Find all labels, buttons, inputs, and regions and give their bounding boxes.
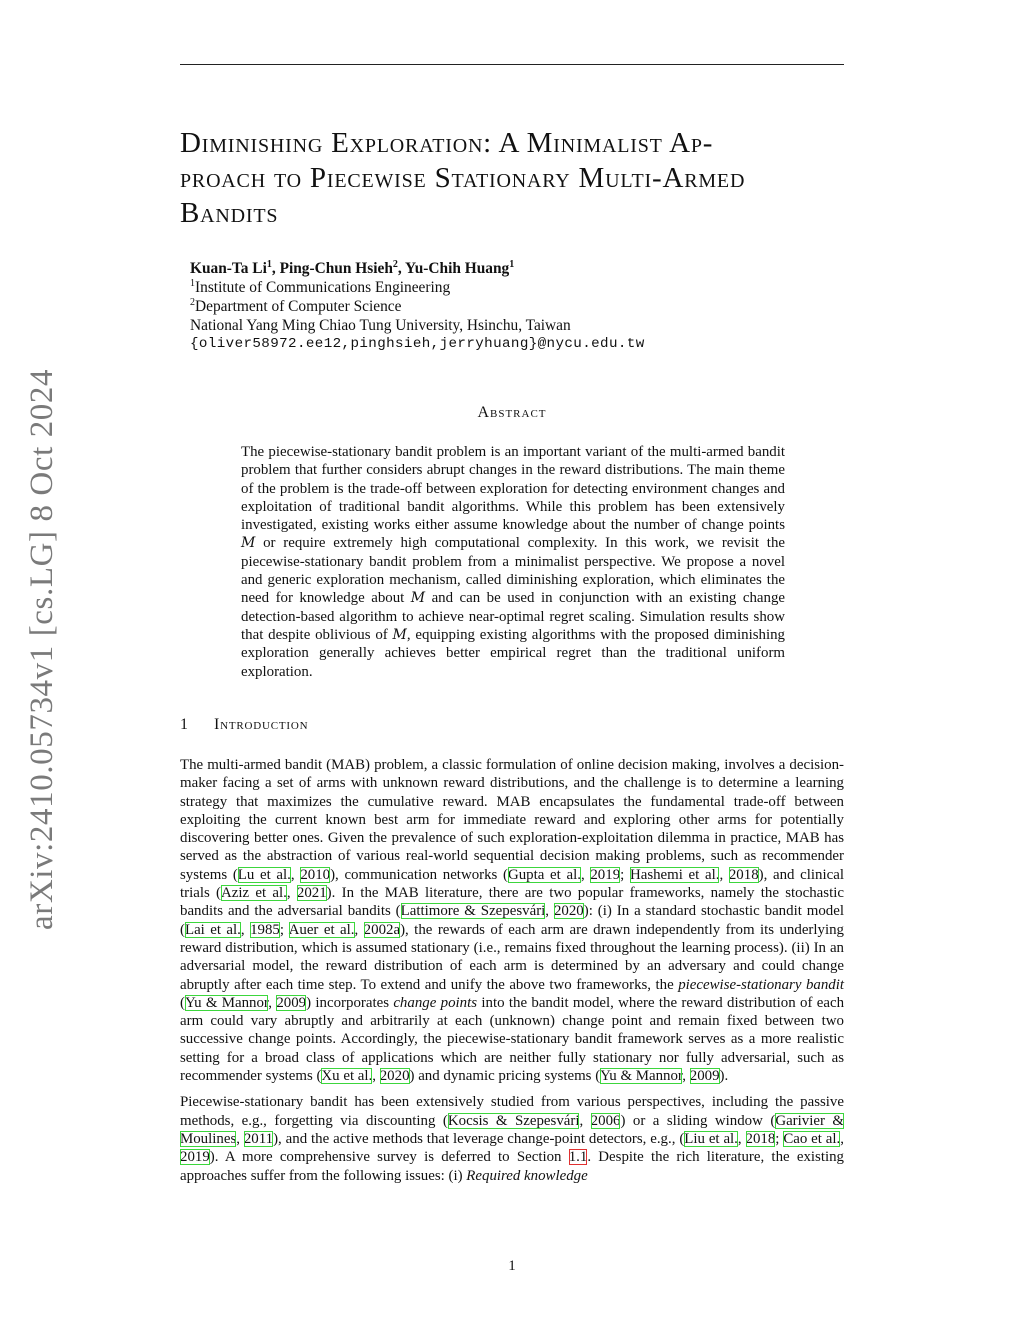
author-name: Ping-Chun Hsieh <box>279 260 393 277</box>
citation-link[interactable]: Yu & Mannor <box>184 994 269 1011</box>
body-text: , <box>290 866 301 883</box>
body-text: ), and clinical trials ( <box>180 866 844 902</box>
author-affil-mark: 1 <box>509 258 515 270</box>
math-variable: M <box>392 626 407 643</box>
affiliation-2 <box>190 297 830 316</box>
abstract-text-run: and can be used in conjunction with an existing change detection-based algorithm to achieve near-optimal regret scaling. Simulation results show that despite oblivious of <box>241 590 786 643</box>
body-text: The multi-armed bandit (MAB) problem, a classic formulation of online decision making, involves a decision-maker facing a set of arms with unknown reward distributions, and the challenge is to determine a learning strategy that maximizes the cumulative reward. MAB encapsulates the fundamental trade-off between exploiting the current known best arm for immediate reward and exploring other arms for potentially discovering better ones. Given the prevalence of such exploration-exploitation dilemma in practice, MAB has served as the abstraction of various real-world sequential decision making problems, such as recommender systems ( <box>180 757 844 883</box>
citation-link[interactable]: Hashemi et al. <box>629 866 720 883</box>
body-text: into the bandit model, where the reward distribution of each arm could vary abruptly and arbitrarily at each (unknown) change point and remain fixed between two successive change points. Accordingly, the piecewise-stationary bandit framework serves as a more realistic setting for a broad class of applications which are neither fully stationary nor fully adversarial, such as recommender systems ( <box>180 994 845 1085</box>
citation-link[interactable]: Garivier & Moulines <box>180 1112 844 1147</box>
body-text: ( <box>180 994 185 1011</box>
abstract-text <box>241 443 785 681</box>
body-text: ; <box>620 866 630 883</box>
citation-link[interactable]: Cao et al. <box>783 1130 841 1147</box>
body-text: . Despite the rich literature, the existing approaches suffer from the following issues: (i) <box>180 1149 844 1184</box>
section-title: Introduction <box>214 716 309 733</box>
section-heading-introduction <box>180 716 308 734</box>
citation-link[interactable]: Aziz et al. <box>221 885 287 902</box>
body-text: ), communication networks ( <box>330 866 508 883</box>
body-text: ). In the MAB literature, there are two popular frameworks, namely the stochastic bandits and the adversarial bandits ( <box>180 885 844 920</box>
university: National Yang Ming Chiao Tung University, Hsinchu, Taiwan <box>190 317 571 334</box>
title-line-1: Diminishing Exploration: A Minimalist Ap- <box>180 127 714 159</box>
body-text: , <box>579 1112 591 1129</box>
body-text: , <box>682 1068 690 1085</box>
body-text: ). A more comprehensive survey is deferred to Section <box>209 1149 569 1166</box>
affil-text: Department of Computer Science <box>195 298 402 315</box>
author-name: Kuan-Ta Li <box>190 260 267 277</box>
author-block <box>190 259 830 354</box>
abstract-text-run: The piecewise-stationary bandit problem is an important variant of the multi-armed bandit problem that further considers abrupt changes in the reward distributions. The main theme of the problem is the trade-off between exploration for detecting environment changes and exploitation of traditional bandit algorithms. While this problem has been extensively investigated, existing works either assume knowledge about the number of change points <box>241 444 785 534</box>
author-affil-mark: 1 <box>266 258 272 270</box>
section-number: 1 <box>180 716 189 733</box>
citation-link[interactable]: Lu et al. <box>237 866 291 883</box>
body-text: , <box>840 1130 844 1147</box>
citation-link[interactable]: Yu & Mannor <box>600 1068 683 1085</box>
body-text: , <box>286 885 297 902</box>
citation-link[interactable]: 2018 <box>728 866 759 883</box>
intro-paragraph-2 <box>180 1093 844 1184</box>
body-text: ) or a sliding window ( <box>620 1112 776 1129</box>
citation-link[interactable]: Xu et al. <box>321 1068 373 1085</box>
affil-text: Institute of Communications Engineering <box>195 279 451 296</box>
body-text: ), the rewards of each arm are drawn independently from its underlying reward distribution, which is assumed stationary (i.e., remains fixed throughout the learning process). (ii) In an adversarial model, the reward distribution of each arm is determined by an adversary and could change abruptly after each time step. To extend and unify the above two frameworks, the <box>180 921 844 993</box>
body-text: , <box>236 1130 244 1147</box>
introduction-body <box>180 756 844 1193</box>
body-text: ) incorporates <box>306 994 394 1011</box>
author-emails[interactable]: {oliver58972.ee12,pinghsieh,jerryhuang}@nycu.edu.tw <box>190 336 645 352</box>
citation-link[interactable]: Auer et al. <box>288 921 355 938</box>
citation-link[interactable]: 2019 <box>590 866 621 883</box>
citation-link[interactable]: Liu et al. <box>684 1130 738 1147</box>
abstract-text-run: , equipping existing algorithms with the proposed diminishing exploration generally achieves better empirical regret than the traditional uniform exploration. <box>241 626 786 680</box>
emphasis-term: change points <box>393 994 478 1011</box>
citation-link[interactable]: Kocsis & Szepesvári <box>447 1112 580 1129</box>
body-text: , <box>545 903 554 920</box>
citation-link[interactable]: 2009 <box>276 994 307 1011</box>
body-text: ), and the active methods that leverage change-point detectors, e.g., ( <box>273 1130 685 1147</box>
author-names <box>190 259 830 278</box>
body-text: , <box>719 866 729 883</box>
citation-link[interactable]: 2011 <box>243 1130 274 1147</box>
body-text: , <box>240 921 251 938</box>
paper-title <box>180 126 860 231</box>
citation-link[interactable]: Lai et al. <box>184 921 241 938</box>
body-text: , <box>354 921 364 938</box>
emphasis-term: piecewise-stationary bandit <box>678 976 844 993</box>
abstract-text-run: or require extremely high computational complexity. In this work, we revisit the piecewise-stationary bandit problem from a minimalist perspective. We propose a novel and generic exploration mechanism, called diminishing exploration, which eliminates the need for knowledge about <box>241 535 785 607</box>
author-separator: , <box>271 260 280 277</box>
citation-link[interactable]: Gupta et al. <box>507 866 581 883</box>
page-number: 1 <box>508 1258 516 1274</box>
author-separator: , <box>397 260 406 277</box>
body-text: ; <box>279 921 289 938</box>
author-affil-mark: 2 <box>392 258 398 270</box>
intro-paragraph-1 <box>180 756 844 1085</box>
top-rule <box>180 64 844 65</box>
body-text: , <box>580 866 591 883</box>
title-line-3: Bandits <box>180 197 279 229</box>
citation-link[interactable]: 2002a <box>363 921 401 938</box>
section-reference-link[interactable]: 1.1 <box>568 1149 588 1166</box>
author-name: Yu-Chih Huang <box>405 260 510 277</box>
body-text: ): (i) In a standard stochastic bandit model ( <box>180 903 844 938</box>
affil-mark: 2 <box>190 296 195 308</box>
abstract-heading: Abstract <box>477 404 547 421</box>
citation-link[interactable]: 2020 <box>553 903 584 920</box>
body-text: , <box>268 994 277 1011</box>
affil-mark: 1 <box>190 277 195 289</box>
body-text: Piecewise-stationary bandit has been extensively studied from various perspectives, including the passive methods, e.g., forgetting via discounting ( <box>180 1094 844 1129</box>
title-line-2: proach to Piecewise Stationary Multi-Armed <box>180 162 746 194</box>
body-text: ; <box>775 1130 784 1147</box>
citation-link[interactable]: 2019 <box>180 1149 210 1166</box>
arxiv-identifier[interactable]: arXiv:2410.05734v1 [cs.LG] 8 Oct 2024 <box>24 368 60 930</box>
citation-link[interactable]: 2010 <box>300 866 331 883</box>
math-variable: M <box>410 590 426 607</box>
body-text: , <box>372 1068 380 1085</box>
citation-link[interactable]: 2006 <box>590 1112 621 1129</box>
citation-link[interactable]: Lattimore & Szepesvári <box>400 903 546 920</box>
citation-link[interactable]: 2021 <box>296 885 327 902</box>
body-text: , <box>737 1130 746 1147</box>
citation-link[interactable]: 1985 <box>250 921 280 938</box>
citation-link[interactable]: 2020 <box>379 1068 410 1085</box>
citation-link[interactable]: 2009 <box>689 1068 720 1085</box>
body-text: ). <box>719 1068 729 1085</box>
citation-link[interactable]: 2018 <box>745 1130 776 1147</box>
body-text: ) and dynamic pricing systems ( <box>409 1068 601 1085</box>
affiliation-1 <box>190 278 830 297</box>
math-variable: M <box>241 535 256 552</box>
emphasis-term: Required knowledge <box>466 1167 588 1184</box>
